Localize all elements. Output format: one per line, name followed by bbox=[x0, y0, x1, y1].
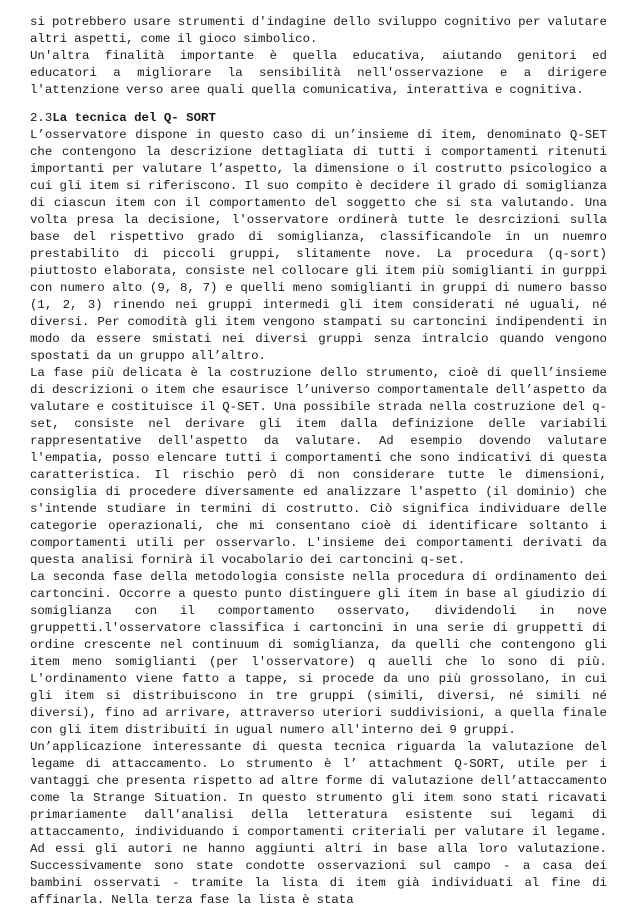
intro-paragraph-2: Un'altra finalità importante è quella educativa, aiutando genitori ed educatori a migliorare la sensibilità nell'osservazione e a dirigere l'attenzione verso aree quali quella comunicativa, interattiva e cognitiva. bbox=[30, 49, 607, 97]
body-paragraph-2: La fase più delicata è la costruzione dello strumento, cioè di quell’insieme di descrizioni o item che esaurisce l’universo comportamentale dell’aspetto da valutare e costituisce il Q-SET. Una possibile strada nella costruzione del q-set, consiste nel derivare gli item dalla definizione delle variabili rappresentative dell'aspetto da valutare. Ad esempio dovendo valutare l'empatia, posso elencare tutti i comportamenti che sono indicativi di questa caratteristica. Il rischio però di non considerare tutte le dimensioni, consiglia di procedere diversamente ed analizzare l'aspetto (il dominio) che s'intende studiare in termini di costrutto. Ciò significa individuare delle categorie operazionali, che mi consentano cioè di identificare soltanto i comportamenti utili per osservarlo. L'insieme dei comportamenti derivati da questa analisi fornirà il vocabolario dei cartoncini q-set. bbox=[30, 366, 607, 567]
section-title: La tecnica del Q- SORT bbox=[52, 111, 216, 125]
section-gap bbox=[30, 99, 607, 110]
intro-paragraph-1: si potrebbero usare strumenti d'indagine dello sviluppo cognitivo per valutare altri aspetti, come il gioco simbolico. bbox=[30, 15, 607, 46]
body-paragraph-1: L’osservatore dispone in questo caso di un’insieme di item, denominato Q-SET che contengono la descrizione dettagliata di tutti i comportamenti ritenuti importanti per valutare l’aspetto, la dimensione o il costrutto psicologico a cui gli item si riferiscono. Il suo compito è decidere il grado di somiglianza di ciascun item con il comportamento del soggetto che si sta valutando. Una volta presa la decisione, l'osservatore ordinerà tutte le desrcizioni sulla base del rispettivo grado di somiglianza, classificandole in un nuemro prestabilito di piccoli gruppi, slitamente nove. La procedura (q-sort) piuttosto elaborata, consiste nel collocare gli item più somiglianti in gurppi con numero alto (9, 8, 7) e quelli meno somiglianti in gruppi di numero basso (1, 2, 3) rinendo nei gruppi intermedi gli item considerati né uguali, né diversi. Per comodità gli item vengono stampati su cartoncini indipendenti in modo da essere smistati nei diversi gruppi senza intralcio quando vengono spostati da un gruppo all’altro. bbox=[30, 128, 607, 363]
section-heading bbox=[30, 110, 607, 127]
body-paragraph-3: La seconda fase della metodologia consiste nella procedura di ordinamento dei cartoncini. Occorre a questo punto distinguere gli item in base al giudizio di somiglianza con il comportamento osservato, dividendoli in nove gruppetti.l'osservatore classifica i cartoncini in una serie di gruppetti di ordine crescente nel continuum di somiglianza, da quelli che contengono gli item meno somiglianti (per l'osservatore) q auelli che lo sono di più. L'ordinamento viene fatto a tappe, si procede da uno più grossolano, in cui gli item si distribuiscono in tre gruppi (simili, diversi, né simili né diversi), fino ad arrivare, attraverso uteriori suddivisioni, a quella finale con gli item distribuiti in ugual numero all'interno dei 9 gruppi. bbox=[30, 570, 607, 737]
section-number: 2.3 bbox=[30, 111, 53, 125]
document-page bbox=[30, 14, 607, 909]
body-paragraph-4: Un’applicazione interessante di questa tecnica riguarda la valutazione del legame di attaccamento. Lo strumento è l’ attachment Q-SORT, utile per i vantaggi che presenta rispetto ad altre forme di valutazione dell’attaccamento come la Strange Situation. In questo strumento gli item sono stati ricavati primariamente dall'analisi della letteratura esistente sui legami di attaccamento, individuando i comportamenti criteriali per valutare il legame. Ad essi gli autori ne hanno aggiunti altri in base alla loro valutazione. Successivamente sono state condotte osservazioni sul campo - a casa dei bambini osservati - tramite la lista di item già individuati al fine di affinarla. Nella terza fase la lista è stata bbox=[30, 740, 607, 907]
